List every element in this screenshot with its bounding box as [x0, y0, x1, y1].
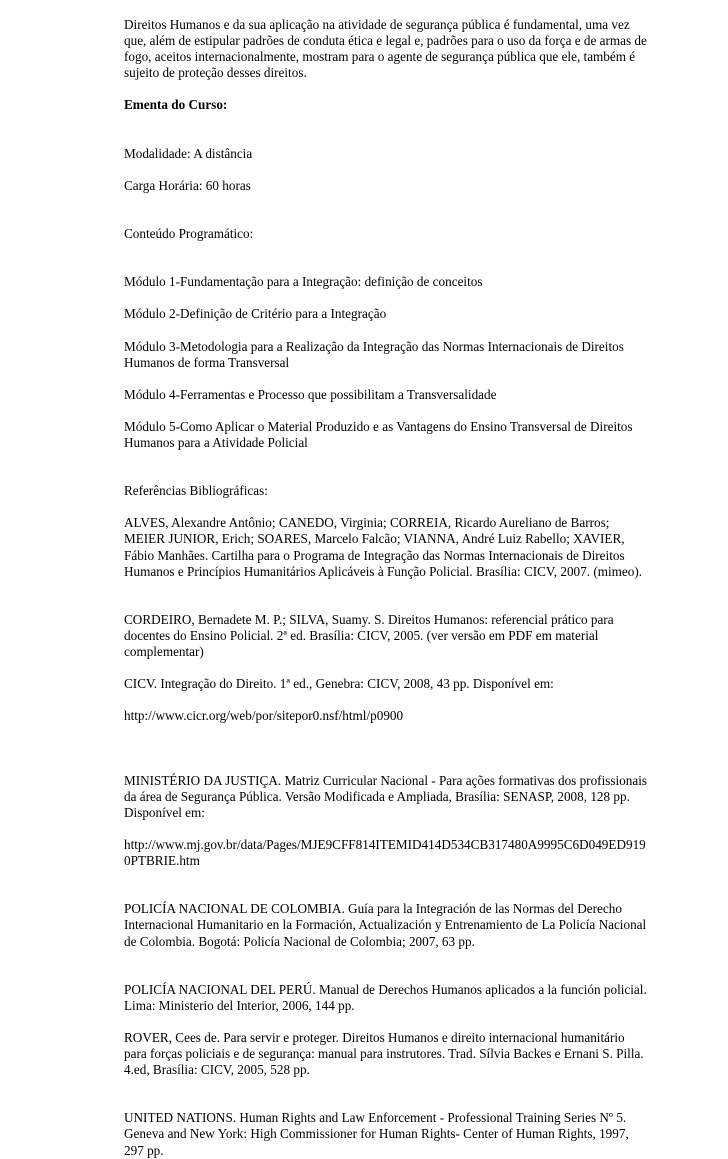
reference-cicv-url[interactable]: http://www.cicr.org/web/por/sitepor0.nsf/html/p0900	[124, 708, 404, 724]
module-item: Módulo 1-Fundamentação para a Integração: definição de conceitos	[124, 274, 483, 290]
reference-rover: ROVER, Cees de. Para servir e proteger. Direitos Humanos e direito internacional humanitário para forças policiais e de segurança: manual para instrutores. Trad. Sílvia Backes e Ernani S. Pilla. 4.ed, Brasília: CICV, 2005, 528 pp.	[124, 1029, 644, 1078]
carga-horaria-line: Carga Horária: 60 horas	[124, 177, 251, 193]
ementa-heading: Ementa do Curso:	[124, 97, 228, 113]
reference-peru: POLICÍA NACIONAL DEL PERÚ. Manual de Derechos Humanos aplicados a la función policial. Lima: Ministerio del Interior, 2006, 144 pp.	[124, 981, 647, 1013]
module-item: Módulo 5-Como Aplicar o Material Produzido e as Vantagens do Ensino Transversal de Direitos Humanos para a Atividade Policial	[124, 418, 633, 451]
reference-cordeiro: CORDEIRO, Bernadete M. P.; SILVA, Suamy. S. Direitos Humanos: referencial prático para docentes do Ensino Policial. 2ª ed. Brasília: CICV, 2005. (ver versão em PDF em material complementar)	[124, 611, 614, 659]
conteudo-heading: Conteúdo Programático:	[124, 225, 254, 241]
reference-un: UNITED NATIONS. Human Rights and Law Enforcement - Professional Training Series Nº 5. Geneva and New York: High Commissioner for Human Rights- Center of Human Rights, 1997, 297 pp.	[124, 1110, 629, 1158]
course-info	[124, 129, 650, 209]
reference-group-peru-rover	[124, 966, 650, 1095]
referencias-heading: Referências Bibliográficas:	[124, 483, 268, 499]
reference-ministerio: MINISTÉRIO DA JUSTIÇA. Matriz Curricular Nacional - Para ações formativas dos profissionais da área de Segurança Pública. Versão Modificada e Ampliada, Brasília: SENASP, 2008, 128 pp. Disponível em:	[124, 772, 647, 820]
document-body	[124, 17, 650, 1159]
module-item: Módulo 3-Metodologia para a Realização da Integração das Normas Internacionais de Direitos Humanos de forma Transversal	[124, 338, 624, 370]
reference-colombia: POLICÍA NACIONAL DE COLOMBIA. Guía para la Integración de las Normas del Derecho Internacional Humanitario en la Formación, Actualización y Entrenamiento de La Policía Nacional de Colombia. Bogotá: Policía Nacional de Colombia; 2007, 63 pp.	[124, 901, 647, 949]
reference-cicv: CICV. Integração do Direito. 1ª ed., Genebra: CICV, 2008, 43 pp. Disponível em:	[124, 676, 554, 692]
module-item: Módulo 4-Ferramentas e Processo que possibilitam a Transversalidade	[124, 386, 497, 402]
reference-ministerio-url[interactable]: http://www.mj.gov.br/data/Pages/MJE9CFF814ITEMID414D534CB317480A9995C6D049ED9190PTBRIE.htm	[124, 837, 646, 869]
module-list	[124, 258, 650, 467]
modalidade-line: Modalidade: A distância	[124, 145, 253, 161]
module-item: Módulo 2-Definição de Critério para a Integração	[124, 306, 387, 322]
reference-group-cordeiro-cicv	[124, 596, 650, 741]
reference-alves: ALVES, Alexandre Antônio; CANEDO, Virginia; CORREIA, Ricardo Aureliano de Barros; MEIER JUNIOR, Erich; SOARES, Marcelo Falcão; VIANNA, André Luiz Rabello; XAVIER, Fábio Manhães. Cartilha para o Programa de Integração das Normas Internacionais de Direitos Humanos e Princípios Humanitários Aplicáveis à Função Policial. Brasília: CICV, 2007. (mimeo).	[124, 515, 643, 579]
reference-group-ministerio	[124, 757, 650, 886]
intro-paragraph: Direitos Humanos e da sua aplicação na atividade de segurança pública é fundamental, uma vez que, além de estipular padrões de conduta ética e legal e, padrões para o uso da força e de armas de fogo, aceitos internacionalmente, mostram para o agente de segurança pública que ele, também é sujeito de proteção desses direitos.	[124, 17, 647, 81]
